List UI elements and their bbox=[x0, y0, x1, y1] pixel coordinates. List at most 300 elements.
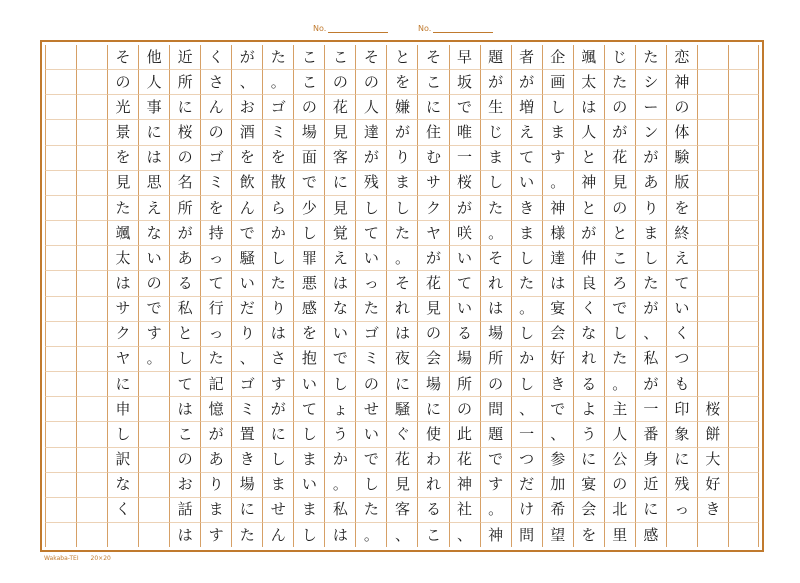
manuscript-cell bbox=[45, 70, 76, 95]
manuscript-cell: 客 bbox=[324, 146, 355, 171]
manuscript-cell bbox=[728, 448, 759, 473]
manuscript-cell: 此 bbox=[449, 422, 480, 447]
number-field-1 bbox=[313, 24, 388, 33]
manuscript-cell: の bbox=[666, 95, 697, 120]
manuscript-cell: 少 bbox=[293, 196, 324, 221]
manuscript-cell: え bbox=[666, 246, 697, 271]
manuscript-cell: 他 bbox=[138, 45, 169, 70]
manuscript-cell bbox=[728, 498, 759, 523]
manuscript-cell: よ bbox=[573, 397, 604, 422]
manuscript-cell: 颯 bbox=[573, 45, 604, 70]
manuscript-cell: っ bbox=[355, 271, 386, 296]
manuscript-column bbox=[666, 45, 697, 547]
manuscript-cell: 望 bbox=[542, 523, 573, 547]
manuscript-cell: 好 bbox=[697, 473, 728, 498]
manuscript-cell: 里 bbox=[604, 523, 635, 547]
manuscript-cell: ま bbox=[200, 498, 231, 523]
manuscript-cell: が bbox=[355, 146, 386, 171]
manuscript-cell bbox=[76, 347, 107, 372]
manuscript-cell: が bbox=[573, 221, 604, 246]
manuscript-cell: 面 bbox=[293, 146, 324, 171]
manuscript-cell: 近 bbox=[635, 473, 666, 498]
manuscript-cell bbox=[76, 120, 107, 145]
manuscript-column bbox=[107, 45, 138, 547]
manuscript-cell: く bbox=[573, 297, 604, 322]
manuscript-cell: く bbox=[200, 45, 231, 70]
manuscript-cell: 終 bbox=[666, 221, 697, 246]
manuscript-cell: 記 bbox=[200, 372, 231, 397]
manuscript-cell: 神 bbox=[666, 70, 697, 95]
manuscript-cell: 私 bbox=[635, 347, 666, 372]
manuscript-cell: 、 bbox=[635, 322, 666, 347]
manuscript-cell: り bbox=[200, 473, 231, 498]
manuscript-cell: っ bbox=[200, 246, 231, 271]
manuscript-cell: い bbox=[138, 246, 169, 271]
manuscript-cell: こ bbox=[604, 246, 635, 271]
manuscript-cell: ま bbox=[542, 120, 573, 145]
manuscript-cell: え bbox=[511, 120, 542, 145]
manuscript-cell: 公 bbox=[604, 448, 635, 473]
manuscript-cell: き bbox=[231, 448, 262, 473]
manuscript-cell: い bbox=[324, 322, 355, 347]
manuscript-cell: 題 bbox=[480, 422, 511, 447]
manuscript-cell: ゴ bbox=[200, 146, 231, 171]
manuscript-cell bbox=[45, 523, 76, 547]
manuscript-cell: を bbox=[666, 196, 697, 221]
manuscript-cell bbox=[45, 297, 76, 322]
manuscript-cell: の bbox=[604, 196, 635, 221]
manuscript-cell: 会 bbox=[542, 322, 573, 347]
manuscript-cell: た bbox=[480, 196, 511, 221]
manuscript-cell: し bbox=[635, 246, 666, 271]
manuscript-column bbox=[169, 45, 200, 547]
manuscript-cell: か bbox=[511, 347, 542, 372]
manuscript-cell: い bbox=[293, 473, 324, 498]
manuscript-cell: ら bbox=[262, 196, 293, 221]
manuscript-cell: ミ bbox=[262, 120, 293, 145]
manuscript-cell: り bbox=[262, 297, 293, 322]
manuscript-cell: に bbox=[138, 120, 169, 145]
manuscript-cell: て bbox=[355, 221, 386, 246]
manuscript-cell bbox=[76, 196, 107, 221]
manuscript-cell: ゴ bbox=[355, 322, 386, 347]
manuscript-cell bbox=[45, 171, 76, 196]
manuscript-cell: り bbox=[231, 322, 262, 347]
manuscript-cell: け bbox=[511, 498, 542, 523]
manuscript-cell: ろ bbox=[604, 271, 635, 296]
manuscript-cell: こ bbox=[293, 45, 324, 70]
manuscript-cell: し bbox=[511, 372, 542, 397]
manuscript-column bbox=[45, 45, 76, 547]
manuscript-cell: て bbox=[449, 271, 480, 296]
manuscript-grid bbox=[45, 45, 759, 547]
manuscript-cell bbox=[76, 95, 107, 120]
manuscript-cell: は bbox=[324, 523, 355, 547]
manuscript-cell bbox=[138, 473, 169, 498]
manuscript-cell: た bbox=[107, 196, 138, 221]
manuscript-cell: 。 bbox=[386, 246, 417, 271]
manuscript-cell bbox=[697, 322, 728, 347]
manuscript-cell: 夜 bbox=[386, 347, 417, 372]
manuscript-cell bbox=[728, 473, 759, 498]
manuscript-cell: の bbox=[604, 95, 635, 120]
manuscript-cell: き bbox=[697, 498, 728, 523]
manuscript-cell: 憶 bbox=[200, 397, 231, 422]
manuscript-cell: で bbox=[138, 297, 169, 322]
manuscript-column bbox=[511, 45, 542, 547]
manuscript-cell: る bbox=[449, 322, 480, 347]
manuscript-cell: た bbox=[604, 347, 635, 372]
manuscript-cell bbox=[76, 221, 107, 246]
manuscript-cell: 花 bbox=[386, 448, 417, 473]
manuscript-cell: を bbox=[231, 146, 262, 171]
manuscript-cell: 、 bbox=[511, 397, 542, 422]
manuscript-cell: を bbox=[573, 523, 604, 547]
number-field-2 bbox=[418, 24, 493, 33]
manuscript-cell: で bbox=[480, 448, 511, 473]
manuscript-cell bbox=[697, 297, 728, 322]
manuscript-cell: い bbox=[355, 246, 386, 271]
manuscript-cell bbox=[697, 372, 728, 397]
manuscript-cell bbox=[728, 322, 759, 347]
manuscript-cell: に bbox=[417, 397, 448, 422]
manuscript-cell bbox=[728, 372, 759, 397]
manuscript-cell: 所 bbox=[169, 196, 200, 221]
manuscript-cell: 恋 bbox=[666, 45, 697, 70]
manuscript-cell: し bbox=[293, 422, 324, 447]
manuscript-cell bbox=[45, 246, 76, 271]
manuscript-cell: 人 bbox=[138, 70, 169, 95]
manuscript-cell bbox=[728, 246, 759, 271]
manuscript-cell bbox=[697, 146, 728, 171]
manuscript-cell: の bbox=[604, 473, 635, 498]
manuscript-cell: が bbox=[169, 221, 200, 246]
manuscript-cell: 、 bbox=[231, 347, 262, 372]
manuscript-cell: ぐ bbox=[386, 422, 417, 447]
manuscript-cell: 太 bbox=[107, 246, 138, 271]
manuscript-cell: と bbox=[386, 45, 417, 70]
manuscript-cell: 神 bbox=[573, 171, 604, 196]
manuscript-cell: あ bbox=[169, 246, 200, 271]
manuscript-cell: 坂 bbox=[449, 70, 480, 95]
manuscript-cell: サ bbox=[417, 171, 448, 196]
manuscript-cell: ま bbox=[635, 221, 666, 246]
manuscript-cell: 名 bbox=[169, 171, 200, 196]
manuscript-cell: し bbox=[262, 246, 293, 271]
manuscript-cell: そ bbox=[386, 271, 417, 296]
manuscript-cell: 好 bbox=[542, 347, 573, 372]
manuscript-cell bbox=[728, 146, 759, 171]
manuscript-cell: 人 bbox=[355, 95, 386, 120]
manuscript-cell bbox=[76, 523, 107, 547]
manuscript-cell: は bbox=[262, 322, 293, 347]
manuscript-cell: ん bbox=[231, 196, 262, 221]
manuscript-cell: 身 bbox=[635, 448, 666, 473]
manuscript-cell: 感 bbox=[293, 297, 324, 322]
manuscript-cell: て bbox=[200, 271, 231, 296]
manuscript-cell: し bbox=[542, 95, 573, 120]
manuscript-cell: か bbox=[262, 221, 293, 246]
manuscript-cell: 咲 bbox=[449, 221, 480, 246]
manuscript-cell: の bbox=[449, 397, 480, 422]
manuscript-cell: 嫌 bbox=[386, 95, 417, 120]
manuscript-cell bbox=[138, 397, 169, 422]
manuscript-cell: し bbox=[293, 221, 324, 246]
manuscript-column bbox=[417, 45, 448, 547]
manuscript-cell: 所 bbox=[449, 372, 480, 397]
manuscript-cell: す bbox=[542, 146, 573, 171]
manuscript-cell: に bbox=[262, 422, 293, 447]
manuscript-cell: て bbox=[666, 271, 697, 296]
manuscript-cell bbox=[45, 473, 76, 498]
manuscript-cell: い bbox=[449, 297, 480, 322]
manuscript-cell: ク bbox=[107, 322, 138, 347]
manuscript-cell: ミ bbox=[200, 171, 231, 196]
manuscript-cell: 花 bbox=[604, 146, 635, 171]
manuscript-cell: っ bbox=[666, 498, 697, 523]
manuscript-cell: 人 bbox=[604, 422, 635, 447]
manuscript-cell bbox=[45, 322, 76, 347]
manuscript-cell: こ bbox=[417, 523, 448, 547]
manuscript-cell: と bbox=[169, 322, 200, 347]
manuscript-cell: そ bbox=[355, 45, 386, 70]
manuscript-cell: 希 bbox=[542, 498, 573, 523]
manuscript-cell bbox=[45, 271, 76, 296]
manuscript-cell: 。 bbox=[324, 473, 355, 498]
manuscript-cell: 大 bbox=[697, 448, 728, 473]
manuscript-cell: た bbox=[386, 221, 417, 246]
manuscript-cell: す bbox=[262, 372, 293, 397]
manuscript-cell: 持 bbox=[200, 221, 231, 246]
manuscript-cell bbox=[76, 297, 107, 322]
manuscript-cell: り bbox=[386, 146, 417, 171]
manuscript-cell: 増 bbox=[511, 95, 542, 120]
manuscript-cell bbox=[728, 196, 759, 221]
manuscript-cell bbox=[45, 95, 76, 120]
manuscript-cell bbox=[76, 146, 107, 171]
manuscript-cell: が bbox=[635, 372, 666, 397]
manuscript-cell: と bbox=[604, 221, 635, 246]
manuscript-cell: し bbox=[355, 196, 386, 221]
manuscript-cell: 客 bbox=[386, 498, 417, 523]
manuscript-cell: が bbox=[200, 422, 231, 447]
manuscript-cell: き bbox=[542, 372, 573, 397]
manuscript-cell bbox=[76, 271, 107, 296]
manuscript-cell: 酒 bbox=[231, 120, 262, 145]
manuscript-cell: は bbox=[480, 297, 511, 322]
manuscript-cell: ま bbox=[293, 448, 324, 473]
manuscript-cell: 行 bbox=[200, 297, 231, 322]
manuscript-cell: の bbox=[355, 70, 386, 95]
manuscript-cell: の bbox=[480, 372, 511, 397]
manuscript-cell: お bbox=[169, 473, 200, 498]
manuscript-cell: 一 bbox=[511, 422, 542, 447]
manuscript-cell: 桜 bbox=[449, 171, 480, 196]
manuscript-cell: ク bbox=[417, 196, 448, 221]
manuscript-cell: 主 bbox=[604, 397, 635, 422]
manuscript-cell bbox=[76, 322, 107, 347]
manuscript-column bbox=[480, 45, 511, 547]
manuscript-cell bbox=[728, 70, 759, 95]
manuscript-column bbox=[573, 45, 604, 547]
manuscript-cell: を bbox=[293, 322, 324, 347]
manuscript-cell bbox=[45, 221, 76, 246]
manuscript-cell bbox=[728, 271, 759, 296]
manuscript-cell: が bbox=[511, 70, 542, 95]
manuscript-cell: 餅 bbox=[697, 422, 728, 447]
manuscript-cell: そ bbox=[417, 45, 448, 70]
manuscript-cell: が bbox=[604, 120, 635, 145]
manuscript-cell: 題 bbox=[480, 45, 511, 70]
manuscript-column bbox=[386, 45, 417, 547]
manuscript-cell: 見 bbox=[386, 473, 417, 498]
manuscript-cell: で bbox=[355, 448, 386, 473]
manuscript-cell: つ bbox=[511, 448, 542, 473]
manuscript-cell: 使 bbox=[417, 422, 448, 447]
manuscript-cell: が bbox=[386, 120, 417, 145]
manuscript-cell: 見 bbox=[604, 171, 635, 196]
manuscript-cell: 様 bbox=[542, 221, 573, 246]
manuscript-cell: の bbox=[200, 120, 231, 145]
footer-brand: Wakaba-TEI bbox=[44, 555, 79, 562]
manuscript-cell: で bbox=[542, 397, 573, 422]
manuscript-cell: 一 bbox=[635, 397, 666, 422]
manuscript-cell: つ bbox=[666, 347, 697, 372]
manuscript-cell bbox=[107, 523, 138, 547]
manuscript-cell: 画 bbox=[542, 70, 573, 95]
manuscript-cell: し bbox=[386, 196, 417, 221]
manuscript-cell: ン bbox=[635, 120, 666, 145]
manuscript-cell: 一 bbox=[449, 146, 480, 171]
manuscript-cell: 達 bbox=[355, 120, 386, 145]
manuscript-cell bbox=[45, 397, 76, 422]
manuscript-cell: 感 bbox=[635, 523, 666, 547]
manuscript-cell: 騒 bbox=[231, 246, 262, 271]
manuscript-column bbox=[200, 45, 231, 547]
manuscript-cell: し bbox=[107, 422, 138, 447]
manuscript-column bbox=[231, 45, 262, 547]
manuscript-cell: た bbox=[635, 271, 666, 296]
manuscript-cell: う bbox=[324, 422, 355, 447]
manuscript-cell: え bbox=[324, 246, 355, 271]
manuscript-cell bbox=[138, 523, 169, 547]
manuscript-cell bbox=[45, 347, 76, 372]
manuscript-cell: 場 bbox=[293, 120, 324, 145]
manuscript-cell: く bbox=[666, 322, 697, 347]
number-blank-2 bbox=[433, 32, 493, 33]
manuscript-cell bbox=[697, 45, 728, 70]
manuscript-cell: 。 bbox=[262, 70, 293, 95]
manuscript-cell: ー bbox=[635, 95, 666, 120]
manuscript-cell bbox=[697, 171, 728, 196]
manuscript-cell: 颯 bbox=[107, 221, 138, 246]
manuscript-cell: に bbox=[386, 372, 417, 397]
manuscript-cell: い bbox=[231, 271, 262, 296]
manuscript-cell: ん bbox=[262, 523, 293, 547]
manuscript-cell: さ bbox=[262, 347, 293, 372]
manuscript-cell: を bbox=[386, 70, 417, 95]
manuscript-cell: ん bbox=[200, 95, 231, 120]
manuscript-cell: サ bbox=[107, 297, 138, 322]
manuscript-cell: な bbox=[107, 473, 138, 498]
manuscript-cell: に bbox=[666, 448, 697, 473]
manuscript-cell: 置 bbox=[231, 422, 262, 447]
footer-size: 20×20 bbox=[90, 555, 111, 562]
manuscript-cell: 見 bbox=[324, 196, 355, 221]
manuscript-cell: 会 bbox=[573, 498, 604, 523]
manuscript-cell: 宴 bbox=[542, 297, 573, 322]
manuscript-cell: 、 bbox=[542, 422, 573, 447]
manuscript-cell: ミ bbox=[231, 397, 262, 422]
manuscript-cell: 北 bbox=[604, 498, 635, 523]
manuscript-cell: し bbox=[293, 523, 324, 547]
manuscript-cell: 場 bbox=[231, 473, 262, 498]
manuscript-cell: 体 bbox=[666, 120, 697, 145]
manuscript-cell bbox=[697, 271, 728, 296]
manuscript-cell: 思 bbox=[138, 171, 169, 196]
manuscript-cell: れ bbox=[573, 347, 604, 372]
manuscript-cell bbox=[138, 448, 169, 473]
manuscript-cell: し bbox=[480, 171, 511, 196]
manuscript-cell: 問 bbox=[480, 397, 511, 422]
manuscript-cell: く bbox=[107, 498, 138, 523]
manuscript-cell: 残 bbox=[355, 171, 386, 196]
manuscript-cell: に bbox=[231, 498, 262, 523]
manuscript-cell: は bbox=[169, 397, 200, 422]
manuscript-column bbox=[635, 45, 666, 547]
manuscript-cell: し bbox=[324, 372, 355, 397]
manuscript-cell bbox=[697, 523, 728, 547]
manuscript-cell: れ bbox=[386, 297, 417, 322]
manuscript-cell bbox=[45, 120, 76, 145]
manuscript-cell: に bbox=[324, 171, 355, 196]
manuscript-cell: れ bbox=[417, 473, 448, 498]
manuscript-cell: こ bbox=[169, 422, 200, 447]
manuscript-cell bbox=[697, 196, 728, 221]
manuscript-cell: 見 bbox=[324, 120, 355, 145]
manuscript-cell: ま bbox=[480, 146, 511, 171]
manuscript-cell: お bbox=[231, 95, 262, 120]
manuscript-cell: の bbox=[293, 95, 324, 120]
manuscript-cell: る bbox=[169, 271, 200, 296]
manuscript-cell: 見 bbox=[107, 171, 138, 196]
manuscript-cell: が bbox=[231, 45, 262, 70]
manuscript-cell: ヤ bbox=[107, 347, 138, 372]
manuscript-cell: し bbox=[511, 246, 542, 271]
manuscript-cell: 問 bbox=[511, 523, 542, 547]
manuscript-cell bbox=[76, 498, 107, 523]
manuscript-cell: む bbox=[417, 146, 448, 171]
manuscript-cell: 悪 bbox=[293, 271, 324, 296]
manuscript-column bbox=[728, 45, 759, 547]
manuscript-cell: る bbox=[573, 372, 604, 397]
manuscript-cell bbox=[45, 45, 76, 70]
manuscript-cell bbox=[45, 196, 76, 221]
manuscript-cell: て bbox=[169, 372, 200, 397]
manuscript-cell: う bbox=[573, 422, 604, 447]
manuscript-cell: 加 bbox=[542, 473, 573, 498]
manuscript-cell: 生 bbox=[480, 95, 511, 120]
manuscript-cell: 所 bbox=[169, 70, 200, 95]
manuscript-paper bbox=[40, 40, 764, 552]
manuscript-cell: 神 bbox=[542, 196, 573, 221]
manuscript-cell: 神 bbox=[480, 523, 511, 547]
manuscript-cell bbox=[45, 422, 76, 447]
manuscript-cell: 飲 bbox=[231, 171, 262, 196]
manuscript-column bbox=[324, 45, 355, 547]
manuscript-cell bbox=[76, 448, 107, 473]
manuscript-cell: は bbox=[542, 271, 573, 296]
